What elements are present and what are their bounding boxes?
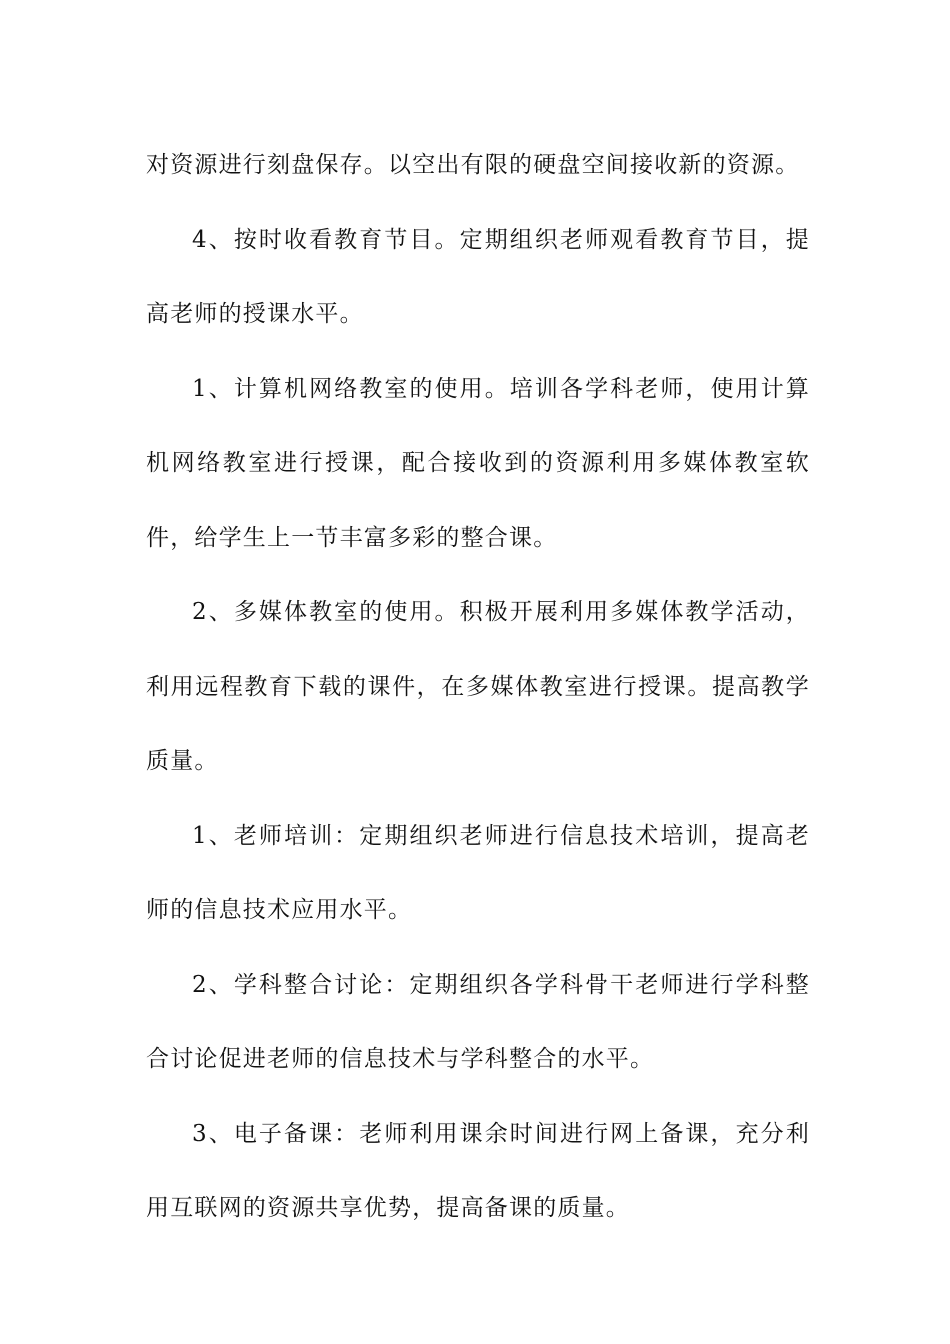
paragraph-item-4-tv-programs: 4、按时收看教育节目。定期组织老师观看教育节目，提高老师的授课水平。: [146, 226, 810, 327]
document-body: [146, 128, 810, 1246]
paragraph-item-1-teacher-training: 1、老师培训：定期组织老师进行信息技术培训，提高老师的信息技术应用水平。: [146, 822, 810, 923]
paragraph-item-3-electronic-lesson-prep: 3、电子备课：老师利用课余时间进行网上备课，充分利用互联网的资源共享优势，提高备课的质量。: [146, 1120, 810, 1221]
paragraph-item-2-subject-integration: 2、学科整合讨论：定期组织各学科骨干老师进行学科整合讨论促进老师的信息技术与学科整合的水平。: [146, 971, 810, 1072]
paragraph-item-1-computer-lab: 1、计算机网络教室的使用。培训各学科老师，使用计算机网络教室进行授课，配合接收到的资源利用多媒体教室软件，给学生上一节丰富多彩的整合课。: [146, 375, 810, 551]
paragraph-item-2-multimedia-room: 2、多媒体教室的使用。积极开展利用多媒体教学活动，利用远程教育下载的课件，在多媒体教室进行授课。提高教学质量。: [146, 599, 810, 774]
paragraph-continuation: 对资源进行刻盘保存。以空出有限的硬盘空间接收新的资源。: [146, 152, 800, 178]
